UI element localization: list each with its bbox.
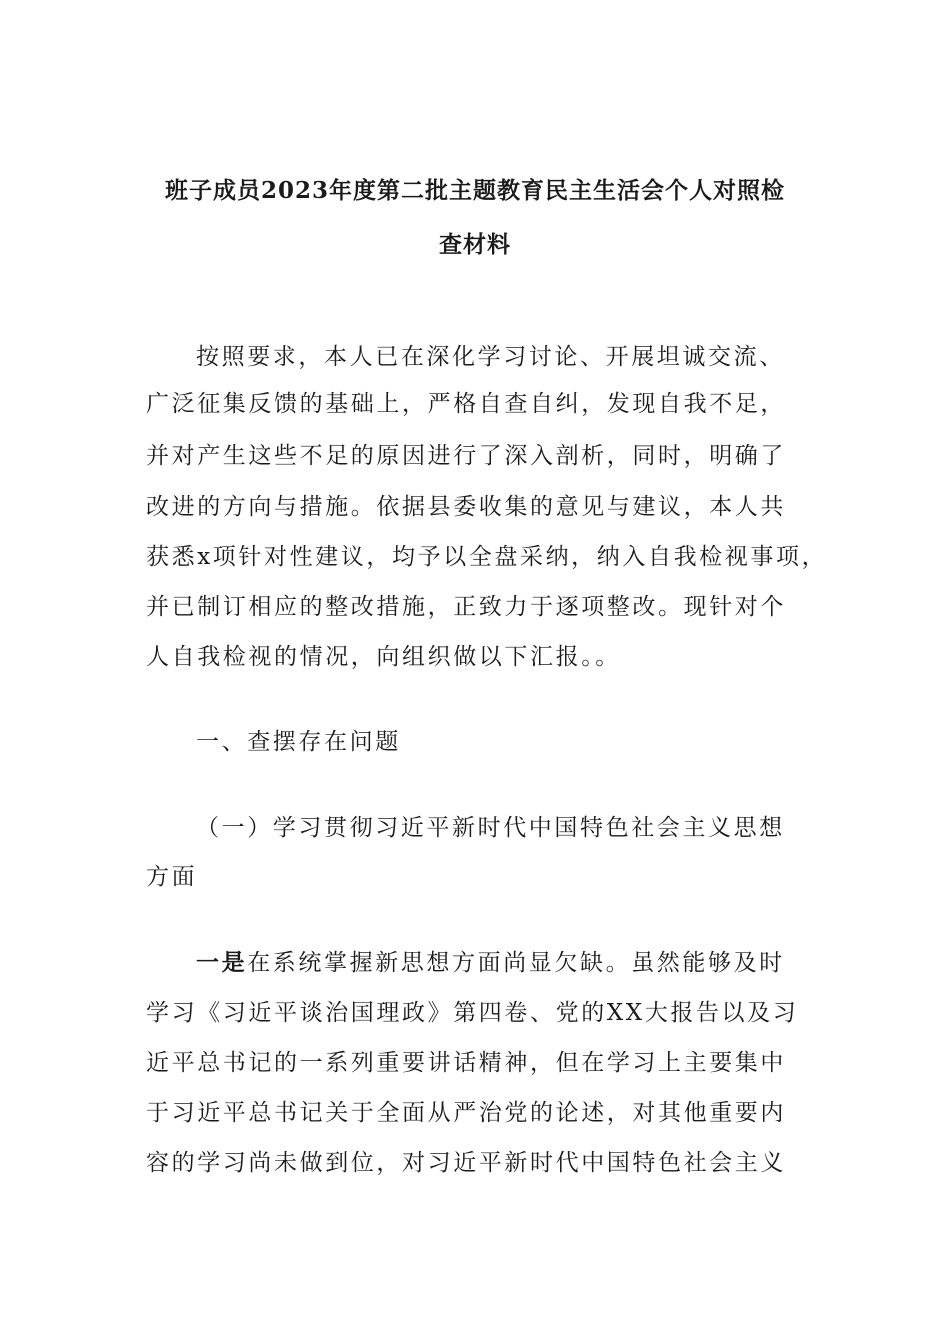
document-title-line-2: 查材料 xyxy=(439,231,511,258)
point-line: 于习近平总书记关于全面从严治党的论述，对其他重要内 xyxy=(146,1100,786,1126)
point-label: 一是 xyxy=(196,949,248,976)
intro-line: 改进的方向与措施。依据县委收集的意见与建议，本人共 xyxy=(146,494,786,520)
intro-line: 并对产生这些不足的原因进行了深入剖析，同时，明确了 xyxy=(146,443,786,469)
subsection-heading-line-2: 方面 xyxy=(146,864,198,890)
point-line: 容的学习尚未做到位，对习近平新时代中国特色社会主义 xyxy=(146,1150,786,1176)
intro-line: 广泛征集反馈的基础上，严格自查自纠，发现自我不足， xyxy=(146,391,786,417)
intro-line: 按照要求，本人已在深化学习讨论、开展坦诚交流、 xyxy=(196,344,785,370)
point-line: 近平总书记的一系列重要讲话精神，但在学习上主要集中 xyxy=(146,1050,786,1076)
document-title-line-1: 班子成员2023年度第二批主题教育民主生活会个人对照检 xyxy=(164,177,785,204)
point-text: 在系统掌握新思想方面尚显欠缺。虽然能够及时 xyxy=(247,950,785,976)
section-heading: 一、查摆存在问题 xyxy=(196,729,401,755)
intro-line: 获悉x项针对性建议，均予以全盘采纳，纳入自我检视事项， xyxy=(146,544,828,570)
intro-line: 人自我检视的情况，向组织做以下汇报。。 xyxy=(146,644,621,670)
subsection-heading-line-1: （一）学习贯彻习近平新时代中国特色社会主义思想 xyxy=(196,815,785,841)
intro-line: 并已制订相应的整改措施，正致力于逐项整改。现针对个 xyxy=(146,594,786,620)
point-line: 学习《习近平谈治国理政》第四卷、党的XX大报告以及习 xyxy=(146,1000,799,1026)
point-paragraph-first-line xyxy=(196,944,785,977)
